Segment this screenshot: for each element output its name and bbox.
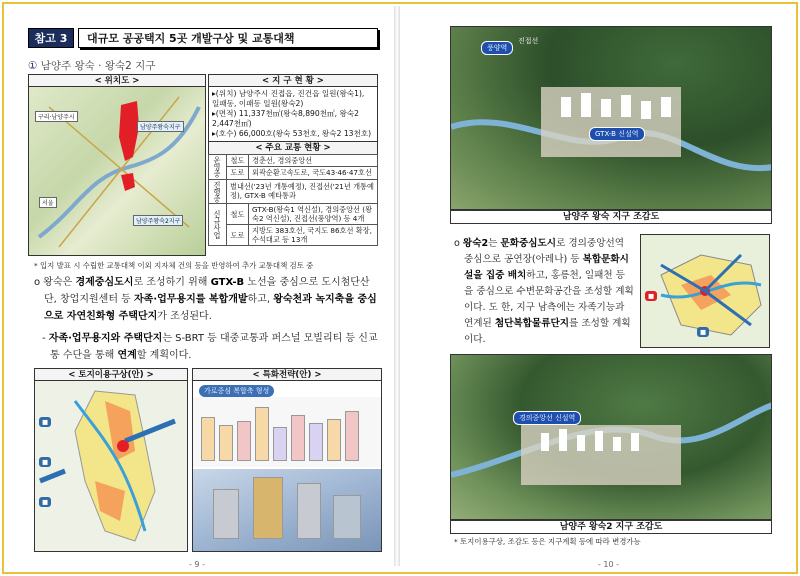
table-row: [209, 179, 378, 204]
text: 하고,: [247, 294, 274, 305]
building: [297, 483, 321, 539]
strategy-caption: < 특화전략(안) >: [193, 369, 381, 381]
page-gutter: [394, 6, 400, 566]
table-row: [209, 155, 378, 167]
building: [333, 495, 361, 539]
text-bold: GTX-B: [210, 277, 245, 288]
text: 로 경의중앙선역 중심으로 공연장(아레나) 등: [464, 238, 625, 265]
landuse-graphic: [35, 381, 187, 551]
table-row: [209, 204, 378, 225]
aerial2-graphic: [451, 355, 772, 520]
text: 왕숙은: [43, 277, 76, 288]
text: 는: [488, 238, 501, 249]
page-number-right: - 10 -: [598, 560, 620, 569]
building: [237, 421, 251, 461]
traffic-table: [208, 154, 378, 246]
traffic-value: GTX-B(왕숙1 역신설), 경의중앙선 (왕숙2 역신설), 진접선(풍양역) 등 4개: [249, 204, 378, 225]
status-units: ▸(호수) 66,000호(왕숙 53천호, 왕숙2 13천호): [212, 129, 372, 138]
building: [213, 489, 239, 539]
building: [255, 407, 269, 461]
location-map: [29, 87, 205, 255]
text: 는 S-BRT 등 대중교통과 퍼스널 모빌리티 등 신교통 수단을 통해: [50, 333, 378, 361]
location-map-caption: < 위치도 >: [29, 75, 205, 87]
wangsuk-aerial-photo: [450, 26, 772, 210]
strategy-section-diagram: [193, 397, 381, 467]
map-label-wangsuk2: 남양주왕숙2지구: [133, 215, 183, 226]
plan-label: ■: [697, 327, 709, 337]
building: [345, 411, 359, 461]
map-label-wangsuk: 남양주왕숙지구: [137, 121, 184, 132]
landuse-label: ■: [39, 417, 51, 427]
text-bold: 복합문화시설을 집중 배치: [464, 254, 629, 281]
paragraph-transport: [42, 330, 379, 364]
text: -: [42, 333, 49, 344]
building: [253, 477, 283, 539]
table-row: [209, 167, 378, 179]
photo-tag-jinjeop: 진접선: [518, 37, 539, 45]
wangsuk2-photo-caption: 남양주 왕숙2 지구 조감도: [450, 520, 772, 534]
text-bold: 왕숙2: [462, 238, 489, 249]
text-bold: 경제중심도시: [75, 277, 134, 288]
traffic-value: 외곽순환고속도로, 국도43·46·47호선: [249, 167, 378, 179]
status-panel: [208, 74, 378, 246]
building: [273, 427, 287, 461]
bullet-icon: o: [454, 238, 463, 249]
status-caption: < 지 구 현 황 >: [208, 74, 378, 86]
traffic-note: * 입지 발표 시 수립한 교통대책 이외 지자체 건의 등을 반영하여 추가 교통대책 검토 중: [34, 261, 314, 270]
building: [327, 419, 341, 461]
reference-tag: 참고 3: [28, 28, 74, 48]
traffic-type: 도로: [227, 167, 249, 179]
wangsuk2-plan-map: [640, 234, 770, 348]
building: [291, 415, 305, 461]
photo-tag-gyeongui: 경의중앙선 신설역: [513, 411, 581, 425]
status-location: ▸(위치) 남양주시 진접읍, 진건읍 일원(왕숙1), 일패동, 이패동 일원(왕숙2): [212, 89, 365, 108]
text: 가 조성된다.: [157, 311, 212, 322]
traffic-type: 철도: [227, 204, 249, 225]
location-map-box: [28, 74, 206, 256]
building: [219, 425, 233, 461]
landuse-map: [35, 381, 187, 551]
section-heading: [28, 58, 155, 73]
status-list: [208, 86, 378, 142]
photo-tag-pungyang: 풍양역: [481, 41, 513, 55]
landuse-caption: < 토지이용구상(안) >: [35, 369, 187, 381]
traffic-group-new: 신규사업: [209, 204, 227, 246]
map-label-guri: 구리·남양주시: [35, 111, 78, 122]
photo-tag-gtxb: GTX-B 신설역: [589, 127, 645, 141]
right-page: [402, 4, 792, 572]
change-note: * 토지이용구상, 조감도 등은 지구계획 등에 따라 변경가능: [454, 537, 641, 546]
wangsuk-photo-caption: 남양주 왕숙 지구 조감도: [450, 210, 772, 224]
table-row: [209, 225, 378, 246]
paragraph-wangsuk: [34, 274, 379, 325]
text: 노선을 중심으로 도시첨단산단, 창업지원센터 등: [44, 277, 370, 305]
text-bold: 문화중심도시: [500, 238, 557, 249]
bullet-icon: o: [34, 277, 44, 288]
traffic-value: 지방도 383호선, 국지도 86호선 확장, 수석대교 등 13개: [249, 225, 378, 246]
paragraph-wangsuk2: [454, 236, 634, 348]
text-bold: 자족·업무용지와 주택단지: [48, 333, 163, 344]
strategy-banner: 가로중심 복합축 형성: [199, 385, 274, 397]
strategy-box: [192, 368, 382, 552]
landuse-label: ■: [39, 497, 51, 507]
traffic-value: 경춘선, 경의중앙선: [249, 155, 378, 167]
map-label-seoul: 서울: [39, 197, 57, 208]
strategy-rendering: [193, 469, 381, 551]
page-number-left: - 9 -: [189, 560, 205, 569]
text: 로 조성하기 위해: [133, 277, 211, 288]
left-page: [6, 4, 392, 572]
text-bold: 자족·업무용지를 복합개발: [134, 294, 248, 305]
building: [309, 423, 323, 461]
section-number: ①: [28, 60, 38, 72]
traffic-caption: < 주요 교통 현황 >: [208, 142, 378, 154]
traffic-value: 별내선('23년 개통예정), 진접선('21년 개통예정), GTX-B 예타통과: [227, 179, 378, 204]
traffic-type: 도로: [227, 225, 249, 246]
landuse-box: [34, 368, 188, 552]
building: [201, 417, 215, 461]
traffic-group-progress: 진행중: [209, 179, 227, 204]
text-bold: 연계: [117, 350, 137, 361]
text: 하고, 홍릉천, 일패천 등을 중심으로 수변문화공간을 조성할 계획이다. 도 한, 지구 남측에는 자족기능과 연계된: [464, 270, 634, 329]
wangsuk2-aerial-photo: [450, 354, 772, 520]
page-title: 대규모 공공택지 5곳 개발구상 및 교통대책: [78, 28, 378, 48]
traffic-group-operating: 운영중: [209, 155, 227, 180]
text: 할 계획이다.: [136, 350, 192, 361]
traffic-type: 철도: [227, 155, 249, 167]
status-area: ▸(면적) 11,337천㎡(왕숙8,890천㎡, 왕숙2 2,447천㎡): [212, 109, 359, 128]
text-bold: 왕숙천과 녹지축을 중심으로 자연친화형 주택단지: [44, 294, 377, 322]
section-title: 남양주 왕숙 · 왕숙2 지구: [40, 60, 156, 72]
plan-label: ■: [645, 291, 657, 301]
text: 를 조성할 계획이다.: [464, 318, 631, 345]
landuse-label: ■: [39, 457, 51, 467]
text-bold: 첨단복합물류단지: [494, 318, 569, 329]
